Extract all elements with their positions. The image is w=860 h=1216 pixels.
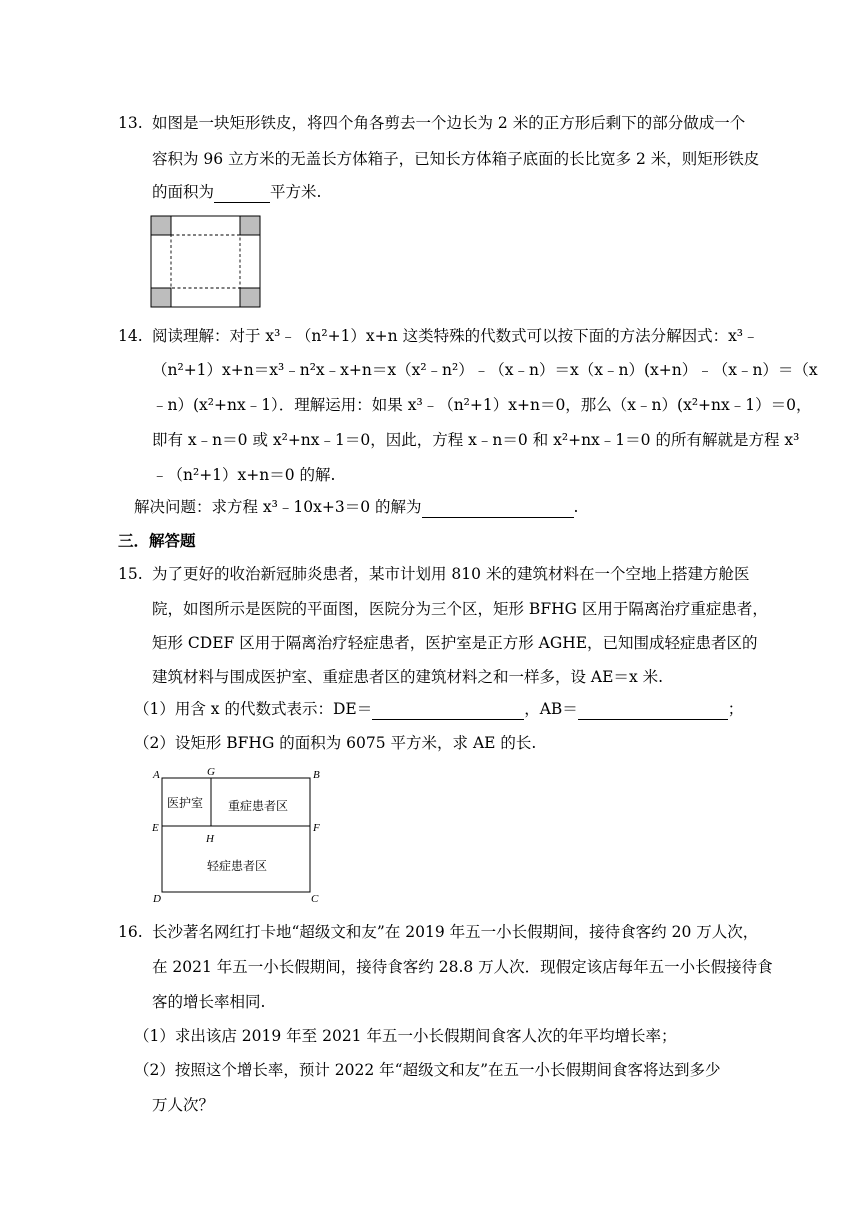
q13-text-line-1: 如图是一块矩形铁皮，将四个角各剪去一个边长为 2 米的正方形后剩下的部分做成一个: [152, 114, 746, 132]
q14-text-line-6: [134, 497, 578, 518]
label-e: E: [152, 822, 159, 834]
q14-text-line-2: （n²+1）x+n＝x³﹣n²x﹣x+n＝x（x²﹣n²）﹣（x﹣n）＝x（x﹣n）(x+n）﹣（x﹣n）＝（x: [152, 361, 818, 379]
q16-part-1: （1）求出该店 2019 年至 2021 年五一小长假期间食客人次的年平均增长率；: [134, 1027, 677, 1045]
room-severe-ward: 重症患者区: [228, 799, 289, 813]
q13-text-line-2: 容积为 96 立方米的无盖长方体箱子，已知长方体箱子底面的长比宽多 2 米，则矩形铁皮: [152, 150, 760, 168]
q13-text-line-3: [152, 182, 321, 203]
q16-text-line-1: 长沙著名网红打卡地“超级文和友”在 2019 年五一小长假期间，接待食客约 20 万人次，: [152, 923, 759, 941]
q14-text-line-1: 阅读理解：对于 x³﹣（n²+1）x+n 这类特殊的代数式可以按下面的方法分解因式：x³﹣: [152, 327, 759, 345]
q14-text-line-5: ﹣（n²+1）x+n＝0 的解.: [152, 466, 336, 484]
q15-ab-blank[interactable]: [578, 699, 728, 720]
q13-text-line-3-start: 的面积为: [152, 183, 215, 201]
q13-text-line-3-end: 平方米.: [270, 183, 322, 201]
room-mild-ward: 轻症患者区: [207, 859, 268, 873]
q15-part-1-ab: ，AB＝: [524, 700, 578, 718]
section-3-title: 三．解答题: [118, 531, 196, 550]
q15-part-1-de: （1）用含 x 的代数式表示：DE＝: [134, 700, 373, 718]
label-a: A: [153, 769, 160, 781]
q16-text-line-3: 客的增长率相同.: [152, 993, 266, 1011]
q14-end: .: [573, 498, 579, 516]
corner-square-bottom-right: [240, 288, 260, 307]
q15-text-line-3: 矩形 CDEF 区用于隔离治疗轻症患者，医护室是正方形 AGHE，已知围成轻症患者区的: [152, 634, 758, 652]
q15-hospital-plan-figure: [148, 764, 328, 908]
corner-square-bottom-left: [151, 288, 171, 307]
label-c: C: [311, 893, 319, 905]
room-medical-station: 医护室: [167, 796, 204, 810]
q13-sheet-figure: [150, 215, 262, 309]
q14-text-line-3: ﹣n）(x²+nx﹣1）．理解运用：如果 x³﹣（n²+1）x+n＝0，那么（x﹣n）(x²+nx﹣1）＝0，: [152, 396, 812, 414]
q15-text-line-2: 院，如图所示是医院的平面图，医院分为三个区，矩形 BFHG 区用于隔离治疗重症患者，: [152, 600, 768, 618]
q15-number: 15.: [118, 565, 143, 583]
q16-part-2-continued: 万人次？: [152, 1096, 215, 1114]
label-h: H: [206, 833, 214, 845]
q15-part-1: [134, 699, 743, 720]
label-d: D: [153, 893, 161, 905]
q13-number: 13.: [118, 114, 143, 132]
q14-answer-blank[interactable]: [422, 497, 574, 518]
q15-part-2: （2）设矩形 BFHG 的面积为 6075 平方米，求 AE 的长.: [134, 734, 537, 752]
label-g: G: [207, 766, 215, 778]
label-f: F: [313, 822, 320, 834]
q14-text-line-4: 即有 x﹣n＝0 或 x²+nx﹣1＝0，因此，方程 x﹣n＝0 和 x²+nx﹣1＝0 的所有解就是方程 x³: [152, 431, 800, 449]
q16-number: 16.: [118, 923, 143, 941]
q16-part-2: （2）按照这个增长率，预计 2022 年“超级文和友”在五一小长假期间食客将达到多少: [134, 1061, 721, 1079]
corner-square-top-right: [240, 216, 260, 235]
q14-number: 14.: [118, 327, 143, 345]
q16-text-line-2: 在 2021 年五一小长假期间，接待食客约 28.8 万人次．现假定该店每年五一小长假接待食: [152, 958, 773, 976]
q14-question: 解决问题：求方程 x³﹣10x+3＝0 的解为: [134, 498, 422, 516]
q15-de-blank[interactable]: [372, 699, 524, 720]
corner-square-top-left: [151, 216, 171, 235]
q13-answer-blank[interactable]: [214, 182, 270, 203]
label-b: B: [313, 769, 320, 781]
q15-part-1-end: ；: [727, 700, 744, 718]
q15-text-line-1: 为了更好的收治新冠肺炎患者，某市计划用 810 米的建筑材料在一个空地上搭建方舱医: [152, 565, 750, 583]
q15-text-line-4: 建筑材料与围成医护室、重症患者区的建筑材料之和一样多，设 AE＝x 米.: [152, 668, 664, 686]
